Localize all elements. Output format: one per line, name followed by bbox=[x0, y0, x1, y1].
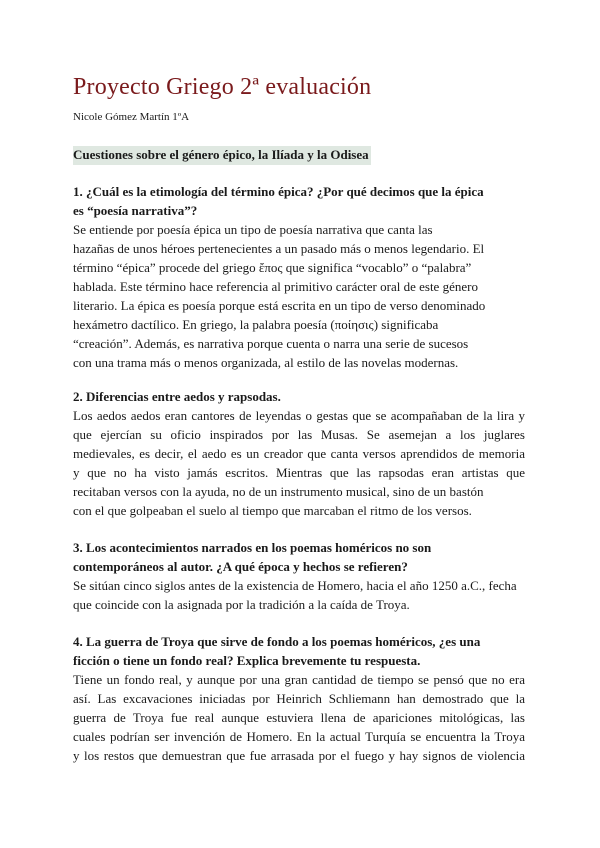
question-4-answer bbox=[73, 670, 525, 765]
question-2 bbox=[73, 387, 525, 520]
document-title: Proyecto Griego 2ª evaluación bbox=[73, 74, 372, 100]
answer-line: hazañas de unos héroes pertenecientes a un pasado más o menos legendario. El bbox=[73, 241, 485, 256]
answer-line: término “épica” procede del griego ἔπος que significa “vocablo” o “palabra” bbox=[73, 260, 472, 275]
question-4-heading bbox=[73, 632, 525, 670]
answer-line: recitaban versos con la ayuda, no de un instrumento musical, sino de un bastón bbox=[73, 484, 484, 499]
author-line: Nicole Gómez Martín 1ºA bbox=[73, 111, 190, 123]
question-heading-line: es “poesía narrativa”? bbox=[73, 203, 198, 218]
answer-line: así. Las excavaciones iniciadas por Heinrich Schliemann han demostrado que la bbox=[73, 691, 525, 706]
question-3-answer bbox=[73, 576, 525, 614]
question-heading-line: contemporáneos al autor. ¿A qué época y hechos se refieren? bbox=[73, 559, 408, 574]
question-2-answer bbox=[73, 406, 525, 520]
answer-line: que ejercían su oficio inspirados por las Musas. Se asemejan a los juglares bbox=[73, 427, 525, 442]
answer-line: y los restos que demuestran que fue arrasada por el fuego y hay signos de violencia bbox=[73, 748, 525, 763]
section-heading: Cuestiones sobre el género épico, la Ilíada y la Odisea bbox=[73, 146, 371, 165]
question-1 bbox=[73, 182, 525, 372]
answer-line: “creación”. Además, es narrativa porque cuenta o narra una serie de sucesos bbox=[73, 336, 469, 351]
answer-line: Tiene un fondo real, y aunque por una gran cantidad de tiempo se pensó que no era bbox=[73, 672, 525, 687]
question-1-heading bbox=[73, 182, 525, 220]
answer-line: Los aedos aedos eran cantores de leyendas o gestas que se acompañaban de la lira y bbox=[73, 408, 525, 423]
answer-line: hablada. Este término hace referencia al primitivo carácter oral de este género bbox=[73, 279, 478, 294]
answer-line: medievales, es decir, el aedo es un creador que canta versos aprendidos de memoria bbox=[73, 446, 525, 461]
answer-line: Se entiende por poesía épica un tipo de poesía narrativa que canta las bbox=[73, 222, 433, 237]
question-4 bbox=[73, 632, 525, 765]
question-heading-line: 3. Los acontecimientos narrados en los poemas homéricos no son bbox=[73, 540, 432, 555]
answer-line: literario. La épica es poesía porque está escrita en un tipo de verso denominado bbox=[73, 298, 486, 313]
answer-line: guerra de Troya fue real aunque estuviera llena de apariciones mitológicas, las bbox=[73, 710, 525, 725]
answer-line: y que no ha visto jamás escritos. Mientras que las rapsodas eran artistas que bbox=[73, 465, 525, 480]
answer-line: cuales podrían ser invención de Homero. En la actual Turquía se encuentra la Troya bbox=[73, 729, 525, 744]
question-heading-line: 1. ¿Cuál es la etimología del término épica? ¿Por qué decimos que la épica bbox=[73, 184, 484, 199]
question-heading-line: 2. Diferencias entre aedos y rapsodas. bbox=[73, 389, 281, 404]
question-3 bbox=[73, 538, 525, 614]
question-heading-line: 4. La guerra de Troya que sirve de fondo a los poemas homéricos, ¿es una bbox=[73, 634, 481, 649]
answer-line: hexámetro dactílico. En griego, la palabra poesía (ποίησις) significaba bbox=[73, 317, 439, 332]
question-heading-line: ficción o tiene un fondo real? Explica brevemente tu respuesta. bbox=[73, 653, 421, 668]
answer-line: con una trama más o menos organizada, al estilo de las novelas modernas. bbox=[73, 355, 459, 370]
answer-line: que coincide con la asignada por la tradición a la caída de Troya. bbox=[73, 597, 410, 612]
question-3-heading bbox=[73, 538, 525, 576]
question-1-answer bbox=[73, 220, 525, 372]
question-2-heading bbox=[73, 387, 525, 406]
answer-line: Se sitúan cinco siglos antes de la existencia de Homero, hacia el año 1250 a.C., fecha bbox=[73, 578, 517, 593]
answer-line: con el que golpeaban el suelo al tiempo que marcaban el ritmo de los versos. bbox=[73, 503, 472, 518]
